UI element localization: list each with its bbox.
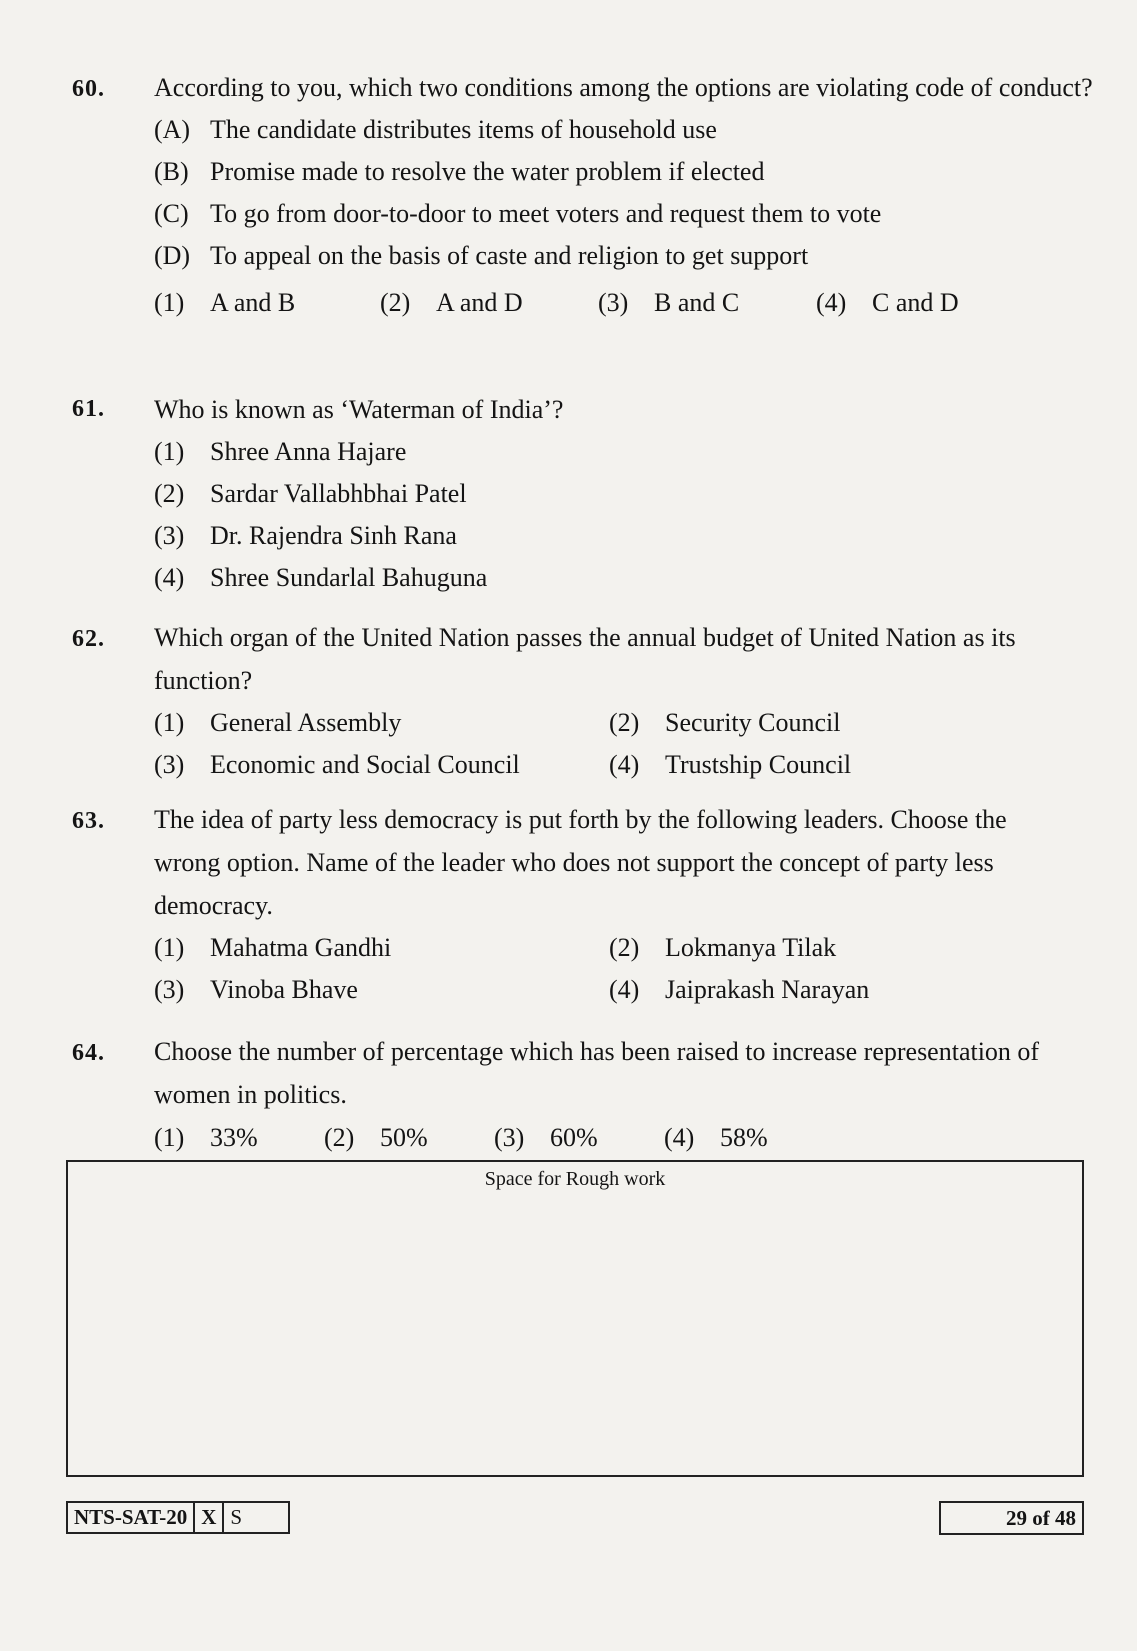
- statement-b: (B) Promise made to resolve the water problem if elected: [154, 157, 765, 186]
- option-3[interactable]: (3) Economic and Social Council: [154, 750, 520, 779]
- option-1[interactable]: (1) A and B: [154, 288, 296, 317]
- paper-code-box: [66, 1501, 290, 1534]
- question-stem: Which organ of the United Nation passes the annual budget of United Nation as its function?: [154, 623, 1016, 695]
- option-2[interactable]: (2) 50%: [324, 1123, 428, 1152]
- class-code: X: [195, 1503, 224, 1532]
- option-4[interactable]: (4) Jaiprakash Narayan: [609, 975, 870, 1004]
- option-row: [154, 702, 1082, 744]
- option-1[interactable]: (1) Shree Anna Hajare: [154, 437, 407, 466]
- option-2[interactable]: (2) A and D: [380, 288, 523, 317]
- rough-work-box[interactable]: [66, 1160, 1084, 1477]
- option-3[interactable]: (3) Vinoba Bhave: [154, 975, 358, 1004]
- subject-code: S: [230, 1505, 243, 1529]
- option-row: [154, 927, 1082, 969]
- option-row: [154, 744, 1082, 786]
- option-row: [154, 1116, 1082, 1160]
- option-4[interactable]: (4) Trustship Council: [609, 750, 852, 779]
- option-2[interactable]: (2) Security Council: [609, 708, 841, 737]
- question-63: [72, 798, 1082, 1011]
- question-number: 60.: [72, 76, 105, 102]
- question-64: [72, 1030, 1082, 1160]
- question-stem: According to you, which two conditions among the options are violating code of conduct?: [154, 73, 1093, 102]
- option-4[interactable]: (4) C and D: [816, 288, 959, 317]
- question-number: 63.: [72, 808, 105, 834]
- option-3[interactable]: (3) B and C: [598, 288, 740, 317]
- option-row: [154, 281, 1082, 325]
- paper-code: NTS-SAT-20: [68, 1503, 195, 1532]
- question-62: [72, 616, 1082, 786]
- option-1[interactable]: (1) General Assembly: [154, 708, 402, 737]
- option-4[interactable]: (4) Shree Sundarlal Bahuguna: [154, 563, 488, 592]
- statement-c: (C) To go from door-to-door to meet voters and request them to vote: [154, 199, 882, 228]
- page-number: 29 of 48: [939, 1501, 1084, 1535]
- option-2[interactable]: (2) Lokmanya Tilak: [609, 933, 837, 962]
- option-3[interactable]: (3) 60%: [494, 1123, 598, 1152]
- question-stem: Choose the number of percentage which has been raised to increase representation of women in politics.: [154, 1037, 1040, 1109]
- option-2[interactable]: (2) Sardar Vallabhbhai Patel: [154, 479, 467, 508]
- option-4[interactable]: (4) 58%: [664, 1123, 768, 1152]
- question-number: 64.: [72, 1040, 105, 1066]
- rough-work-title: Space for Rough work: [484, 1168, 666, 1190]
- statement-a: (A) The candidate distributes items of household use: [154, 115, 717, 144]
- option-1[interactable]: (1) Mahatma Gandhi: [154, 933, 392, 962]
- question-61: [72, 388, 1082, 599]
- question-number: 62.: [72, 626, 105, 652]
- statement-d: (D) To appeal on the basis of caste and religion to get support: [154, 241, 809, 270]
- option-3[interactable]: (3) Dr. Rajendra Sinh Rana: [154, 521, 457, 550]
- option-1[interactable]: (1) 33%: [154, 1123, 258, 1152]
- question-number: 61.: [72, 396, 105, 422]
- question-stem: The idea of party less democracy is put forth by the following leaders. Choose the wrong option. Name of the leader who does not support the concept of party less democracy.: [154, 805, 1007, 920]
- question-stem: Who is known as ‘Waterman of India’?: [154, 395, 564, 424]
- question-60: [72, 66, 1093, 325]
- option-row: [154, 969, 1082, 1011]
